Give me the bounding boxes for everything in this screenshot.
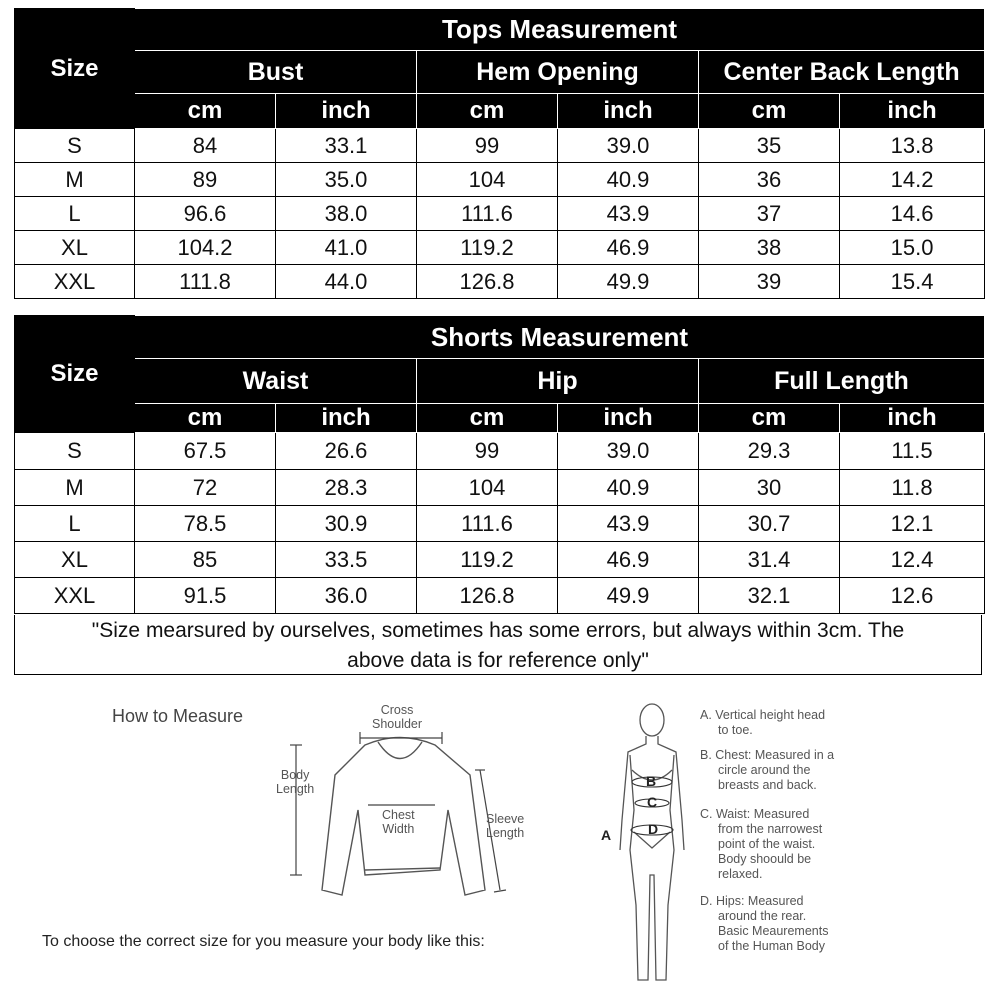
value-cell: 33.5 bbox=[276, 542, 417, 578]
table-row bbox=[15, 470, 985, 506]
value-cell: 99 bbox=[417, 129, 558, 163]
value-cell: 72 bbox=[135, 470, 276, 506]
value-cell: 67.5 bbox=[135, 433, 276, 470]
unit-header: inch bbox=[840, 404, 985, 433]
value-cell: 29.3 bbox=[699, 433, 840, 470]
value-cell: 89 bbox=[135, 163, 276, 197]
measurement-legend bbox=[700, 708, 890, 958]
value-cell: 91.5 bbox=[135, 578, 276, 614]
value-cell: 39.0 bbox=[558, 433, 699, 470]
value-cell: 39.0 bbox=[558, 129, 699, 163]
table-title: Shorts Measurement bbox=[135, 316, 985, 359]
value-cell: 14.2 bbox=[840, 163, 985, 197]
size-header: Size bbox=[15, 9, 135, 129]
value-cell: 41.0 bbox=[276, 231, 417, 265]
value-cell: 39 bbox=[699, 265, 840, 299]
legend-d: D. Hips: Measured around the rear. Basic Meaurements of the Human Body bbox=[700, 894, 829, 953]
value-cell: 36.0 bbox=[276, 578, 417, 614]
size-cell: XL bbox=[15, 231, 135, 265]
choose-size-text: To choose the correct size for you measure your body like this: bbox=[42, 933, 485, 950]
value-cell: 49.9 bbox=[558, 265, 699, 299]
value-cell: 11.5 bbox=[840, 433, 985, 470]
group-header: Hem Opening bbox=[417, 51, 699, 94]
size-cell: L bbox=[15, 197, 135, 231]
figure-label-c: C bbox=[647, 794, 658, 810]
size-header: Size bbox=[15, 316, 135, 433]
group-header: Full Length bbox=[699, 359, 985, 404]
value-cell: 126.8 bbox=[417, 578, 558, 614]
unit-header: inch bbox=[276, 94, 417, 129]
table-row bbox=[15, 197, 985, 231]
group-header: Bust bbox=[135, 51, 417, 94]
note-line-2: above data is for reference only" bbox=[347, 649, 649, 672]
unit-header: inch bbox=[840, 94, 985, 129]
value-cell: 33.1 bbox=[276, 129, 417, 163]
value-cell: 11.8 bbox=[840, 470, 985, 506]
value-cell: 14.6 bbox=[840, 197, 985, 231]
table-row bbox=[15, 163, 985, 197]
value-cell: 12.1 bbox=[840, 506, 985, 542]
value-cell: 119.2 bbox=[417, 542, 558, 578]
size-cell: L bbox=[15, 506, 135, 542]
group-header: Center Back Length bbox=[699, 51, 985, 94]
value-cell: 104 bbox=[417, 163, 558, 197]
value-cell: 32.1 bbox=[699, 578, 840, 614]
value-cell: 40.9 bbox=[558, 163, 699, 197]
unit-header: cm bbox=[417, 94, 558, 129]
chest-width-label: Chest Width bbox=[382, 808, 415, 836]
unit-header: cm bbox=[135, 94, 276, 129]
value-cell: 96.6 bbox=[135, 197, 276, 231]
unit-header: cm bbox=[699, 94, 840, 129]
value-cell: 104.2 bbox=[135, 231, 276, 265]
size-cell: M bbox=[15, 163, 135, 197]
unit-header: inch bbox=[276, 404, 417, 433]
value-cell: 12.6 bbox=[840, 578, 985, 614]
size-cell: S bbox=[15, 129, 135, 163]
table-row bbox=[15, 129, 985, 163]
value-cell: 37 bbox=[699, 197, 840, 231]
value-cell: 30.9 bbox=[276, 506, 417, 542]
value-cell: 99 bbox=[417, 433, 558, 470]
value-cell: 15.4 bbox=[840, 265, 985, 299]
size-cell: XXL bbox=[15, 578, 135, 614]
value-cell: 30 bbox=[699, 470, 840, 506]
value-cell: 111.6 bbox=[417, 506, 558, 542]
size-cell: M bbox=[15, 470, 135, 506]
value-cell: 30.7 bbox=[699, 506, 840, 542]
cross-shoulder-label: Cross Shoulder bbox=[372, 703, 423, 731]
value-cell: 44.0 bbox=[276, 265, 417, 299]
body-figure bbox=[600, 700, 700, 990]
value-cell: 111.6 bbox=[417, 197, 558, 231]
sweater-neckline bbox=[378, 742, 422, 759]
value-cell: 35 bbox=[699, 129, 840, 163]
unit-header: inch bbox=[558, 404, 699, 433]
unit-header: cm bbox=[135, 404, 276, 433]
how-to-measure-heading: How to Measure bbox=[112, 706, 244, 726]
value-cell: 85 bbox=[135, 542, 276, 578]
value-cell: 126.8 bbox=[417, 265, 558, 299]
table-row bbox=[15, 506, 985, 542]
unit-header: cm bbox=[699, 404, 840, 433]
value-cell: 111.8 bbox=[135, 265, 276, 299]
group-header: Waist bbox=[135, 359, 417, 404]
note-line-1: "Size mearsured by ourselves, sometimes has some errors, but always within 3cm. The bbox=[91, 619, 905, 642]
value-cell: 84 bbox=[135, 129, 276, 163]
unit-header: inch bbox=[558, 94, 699, 129]
value-cell: 104 bbox=[417, 470, 558, 506]
value-cell: 119.2 bbox=[417, 231, 558, 265]
table-row bbox=[15, 231, 985, 265]
value-cell: 15.0 bbox=[840, 231, 985, 265]
tops-size-table bbox=[14, 8, 985, 299]
group-header: Hip bbox=[417, 359, 699, 404]
legend-b: B. Chest: Measured in a circle around the breasts and back. bbox=[700, 748, 835, 792]
value-cell: 46.9 bbox=[558, 542, 699, 578]
figure-label-a: A bbox=[601, 827, 612, 843]
value-cell: 12.4 bbox=[840, 542, 985, 578]
sleeve-length-label: Sleeve Length bbox=[486, 812, 525, 840]
legend-a: A. Vertical height head to toe. bbox=[700, 708, 826, 737]
value-cell: 38 bbox=[699, 231, 840, 265]
figure-label-b: B bbox=[646, 773, 657, 789]
value-cell: 78.5 bbox=[135, 506, 276, 542]
table-row bbox=[15, 433, 985, 470]
legend-c: C. Waist: Measured from the narrowest point of the waist. Body shoould be relaxed. bbox=[700, 807, 823, 881]
measurement-note bbox=[14, 615, 982, 675]
value-cell: 43.9 bbox=[558, 197, 699, 231]
size-cell: S bbox=[15, 433, 135, 470]
value-cell: 13.8 bbox=[840, 129, 985, 163]
value-cell: 46.9 bbox=[558, 231, 699, 265]
value-cell: 28.3 bbox=[276, 470, 417, 506]
value-cell: 26.6 bbox=[276, 433, 417, 470]
table-title: Tops Measurement bbox=[135, 9, 985, 51]
size-cell: XL bbox=[15, 542, 135, 578]
size-cell: XXL bbox=[15, 265, 135, 299]
sweater-hem bbox=[365, 868, 440, 870]
table-row bbox=[15, 542, 985, 578]
unit-header: cm bbox=[417, 404, 558, 433]
table-row bbox=[15, 265, 985, 299]
value-cell: 43.9 bbox=[558, 506, 699, 542]
value-cell: 31.4 bbox=[699, 542, 840, 578]
figure-head bbox=[640, 704, 664, 736]
value-cell: 38.0 bbox=[276, 197, 417, 231]
figure-label-d: D bbox=[648, 821, 659, 837]
value-cell: 49.9 bbox=[558, 578, 699, 614]
value-cell: 36 bbox=[699, 163, 840, 197]
value-cell: 40.9 bbox=[558, 470, 699, 506]
table-row bbox=[15, 578, 985, 614]
shorts-size-table bbox=[14, 315, 985, 614]
value-cell: 35.0 bbox=[276, 163, 417, 197]
body-length-label: Body Length bbox=[276, 768, 315, 796]
